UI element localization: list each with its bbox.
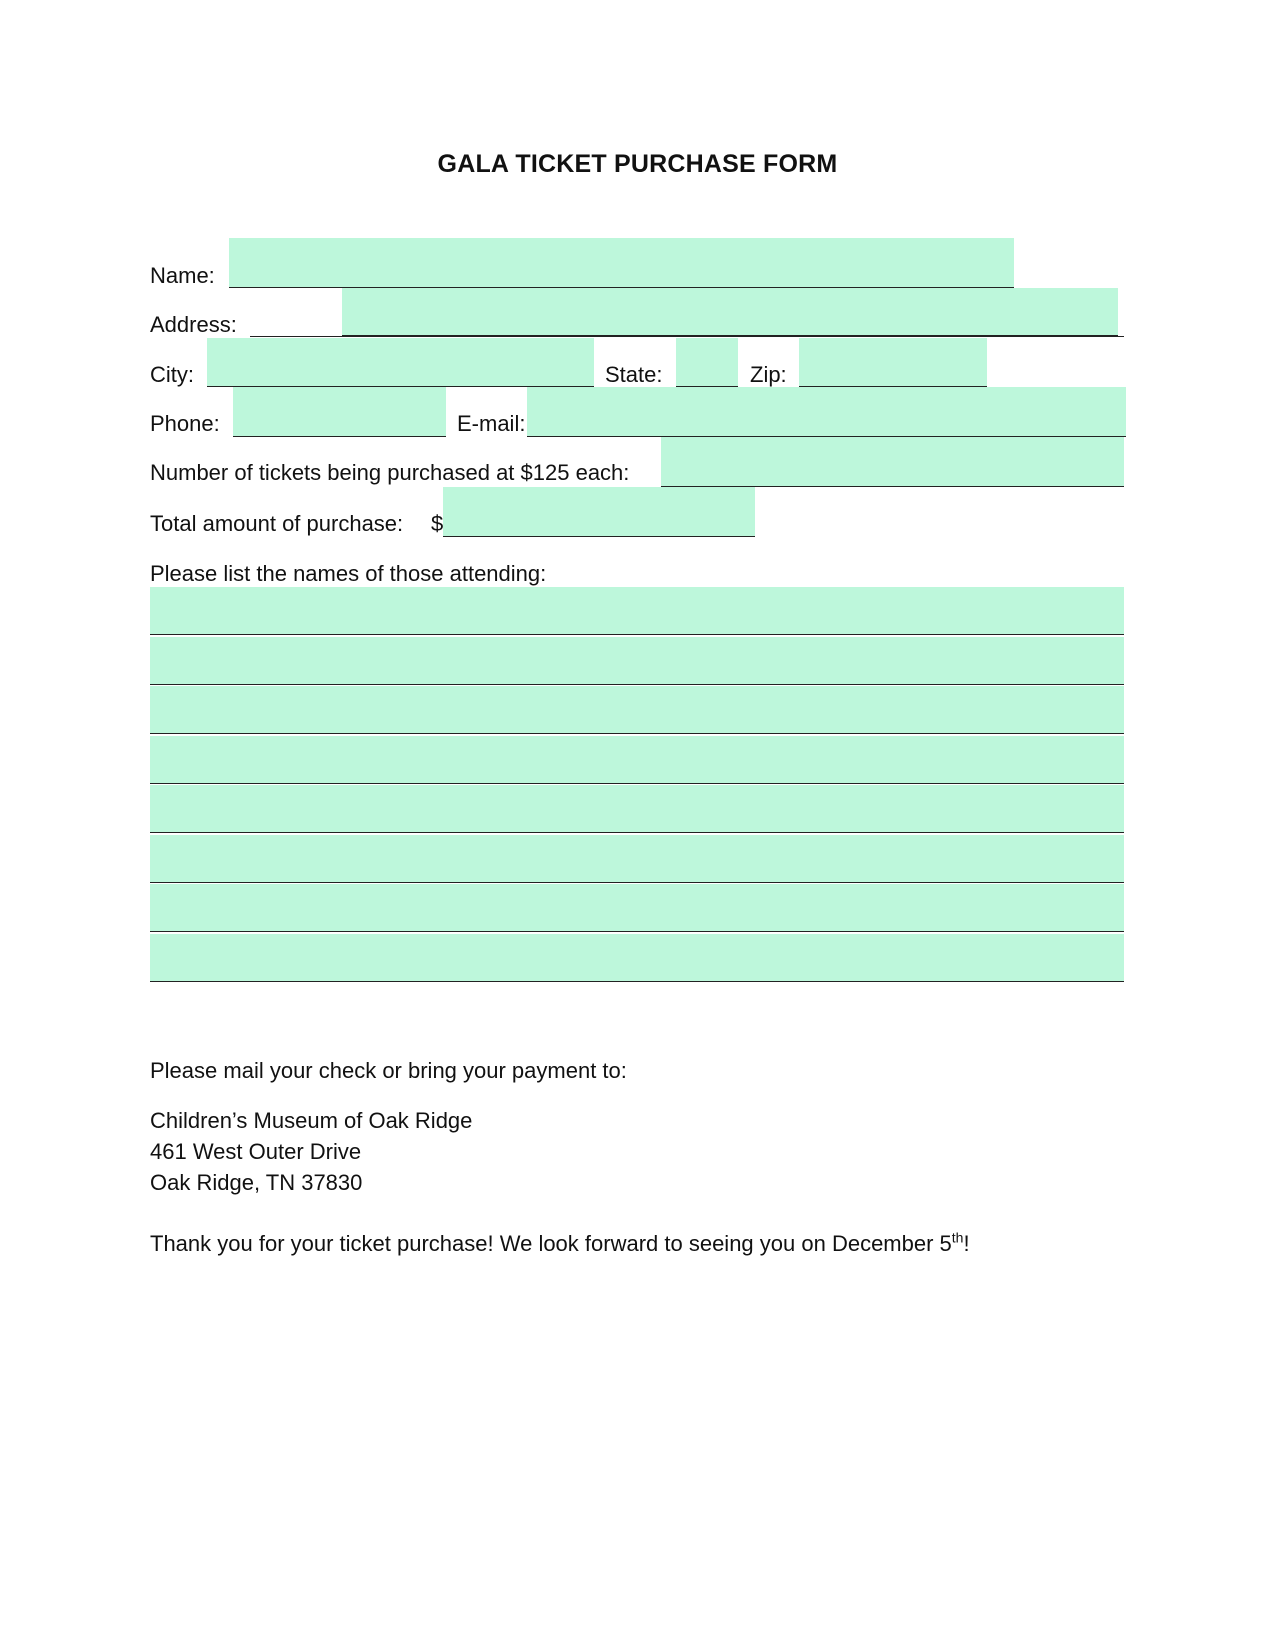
phone-label: Phone: (150, 411, 220, 436)
name-label: Name: (150, 263, 215, 288)
attendee-field-1[interactable] (150, 587, 1124, 635)
attendee-field-8[interactable] (150, 934, 1124, 982)
zip-label: Zip: (750, 362, 787, 387)
city-field[interactable] (207, 338, 594, 387)
zip-field[interactable] (799, 338, 987, 387)
dollar-sign: $ (431, 511, 444, 536)
attendee-field-3[interactable] (150, 686, 1124, 734)
thank-you-text: Thank you for your ticket purchase! We look forward to seeing you on December 5 (150, 1231, 952, 1256)
address-line-3: Oak Ridge, TN 37830 (150, 1170, 363, 1195)
address-line-2: 461 West Outer Drive (150, 1139, 362, 1164)
address-underline (250, 336, 1124, 337)
state-label: State: (605, 362, 663, 387)
attendee-field-4[interactable] (150, 736, 1124, 784)
phone-field[interactable] (233, 387, 446, 437)
page-title: GALA TICKET PURCHASE FORM (437, 150, 838, 178)
name-field[interactable] (229, 238, 1014, 288)
attendee-field-6[interactable] (150, 835, 1124, 883)
tickets-label: Number of tickets being purchased at $125 each: (150, 460, 630, 485)
thank-you-end: ! (963, 1231, 970, 1256)
state-field[interactable] (676, 338, 738, 387)
tickets-field[interactable] (661, 437, 1124, 487)
address-line-1: Children’s Museum of Oak Ridge (150, 1108, 473, 1133)
city-label: City: (150, 362, 194, 387)
address-field[interactable] (342, 288, 1118, 336)
address-label: Address: (150, 312, 237, 337)
attendee-field-5[interactable] (150, 785, 1124, 833)
total-label: Total amount of purchase: (150, 511, 404, 536)
thank-you-message (150, 1228, 970, 1259)
total-field[interactable] (443, 487, 755, 537)
ordinal-suffix: th (951, 1229, 964, 1246)
mail-instruction: Please mail your check or bring your payment to: (150, 1058, 627, 1083)
attendee-field-2[interactable] (150, 637, 1124, 685)
email-label: E-mail: (457, 411, 526, 436)
attendees-label: Please list the names of those attending: (150, 561, 547, 586)
attendee-field-7[interactable] (150, 884, 1124, 932)
email-field[interactable] (527, 387, 1126, 437)
